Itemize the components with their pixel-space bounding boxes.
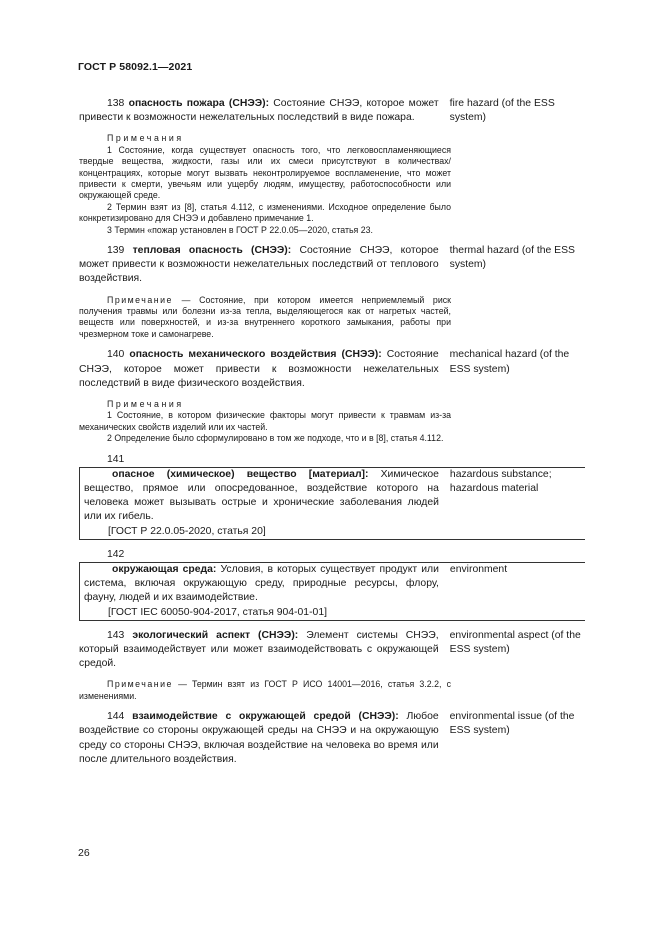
term-ru bbox=[79, 244, 439, 287]
term-title: окружающая среда: bbox=[112, 563, 217, 575]
term-definition: Условия, в которых существует продукт или система, включая окружающую среду, природные ресурсы, флору, фауну, людей и их взаимодействие. bbox=[84, 563, 439, 604]
note-item: 2 Определение было сформулировано в том же подходе, что и в [8], статья 4.112. bbox=[107, 433, 444, 444]
note-heading: Примечание bbox=[107, 294, 173, 305]
term-source: [ГОСТ IEC 60050-904-2017, статья 904-01-01] bbox=[108, 606, 327, 618]
term-ru bbox=[79, 468, 439, 539]
term-definition: Состояние СНЭЭ, которое может привести к возможности нежелательных последствий в виде физического воздействия. bbox=[79, 349, 439, 389]
term-number: 141 bbox=[107, 453, 125, 465]
term-en: environment bbox=[449, 563, 508, 575]
term-definition: Состояние СНЭЭ, которое может привести к возможности нежелательных последствий в виде пожара. bbox=[79, 98, 439, 124]
notes-heading: Примечания bbox=[107, 133, 184, 144]
term-entry-139 bbox=[79, 244, 585, 287]
term-entry-144 bbox=[79, 710, 585, 767]
note-item: 3 Термин «пожар установлен в ГОСТ Р 22.0.05—2020, статья 23. bbox=[107, 224, 373, 235]
term-title: взаимодействие с окружающей средой (СНЭЭ): bbox=[132, 711, 399, 723]
document-header: ГОСТ Р 58092.1—2021 bbox=[78, 61, 193, 73]
term-en: mechanical hazard (of the ESS system) bbox=[449, 349, 570, 375]
term-number: 139 bbox=[107, 245, 125, 257]
term-note-143 bbox=[79, 679, 451, 702]
term-notes-138 bbox=[79, 133, 451, 236]
note-text: — Термин взят из ГОСТ Р ИСО 14001—2016, статья 3.2.2, с изменениями. bbox=[79, 679, 451, 701]
term-ru bbox=[79, 710, 439, 767]
term-title: тепловая опасность (СНЭЭ): bbox=[132, 245, 292, 257]
term-entry-138 bbox=[79, 97, 585, 125]
term-entry-142 bbox=[79, 562, 585, 621]
term-ru bbox=[79, 97, 439, 125]
note-item: 1 Состояние, в котором физические факторы могут привести к травмам из-за механических свойств изделий или их частей. bbox=[79, 410, 451, 432]
term-source: [ГОСТ Р 22.0.05-2020, статья 20] bbox=[108, 525, 266, 537]
term-entry-140 bbox=[79, 348, 585, 391]
page-number: 26 bbox=[78, 847, 90, 859]
term-entry-143 bbox=[79, 629, 585, 672]
term-definition: Любое воздействие со стороны окружающей среды на СНЭЭ и на окружающую среду со стороны СНЭЭ, включая воздействие на человека во время или после длительного воздействия. bbox=[79, 711, 439, 765]
note-item: 1 Состояние, когда существует опасность того, что легковоспламеняющиеся твердые вещества, жидкости, газы или их смеси присутствуют в количествах/концентрациях, которые могут вызвать неконтролируемое воспламенение, что может привести к смерти, увечьям или ущербу людям, имуществу, работоспособности или окружающей среде. bbox=[79, 144, 451, 201]
term-ru bbox=[79, 348, 439, 391]
term-number: 143 bbox=[107, 629, 125, 641]
term-title: опасность механического воздействия (СНЭЭ): bbox=[129, 349, 382, 361]
term-definition: Элемент системы СНЭЭ, который взаимодействует или может взаимодействовать с окружающей средой. bbox=[79, 629, 439, 670]
term-entry-141 bbox=[79, 467, 585, 540]
note-text: — Состояние, при котором имеется неприемлемый риск получения травмы или болезни из-за тепла, выделяющегося как от нагретых частей, веществ или поверхностей, и из-за внутреннего короткого замыкания, работы при чрезмерном токе и самонагреве. bbox=[79, 294, 451, 339]
term-title: опасность пожара (СНЭЭ): bbox=[128, 98, 270, 109]
term-number: 144 bbox=[107, 711, 125, 723]
term-number: 142 bbox=[107, 548, 125, 560]
term-number: 138 bbox=[107, 98, 125, 109]
term-note-139 bbox=[79, 295, 451, 341]
term-en: fire hazard (of the ESS system) bbox=[449, 98, 555, 124]
term-title: опасное (химическое) вещество [материал]: bbox=[112, 468, 369, 480]
term-en: environmental issue (of the ESS system) bbox=[449, 711, 575, 737]
term-definition: Химическое вещество, прямое или опосредованное, воздействие которого на человека может вызывать острые и хронические заболевания людей или их гибель. bbox=[84, 468, 439, 523]
note-heading: Примечание bbox=[107, 679, 173, 690]
terms-list bbox=[79, 97, 585, 767]
term-en: hazardous substance; hazardous material bbox=[449, 468, 552, 494]
note-item: 2 Термин взят из [8], статья 4.112, с изменениями. Исходное определение было конкретизировано для СНЭЭ и добавлено примечание 1. bbox=[79, 201, 451, 224]
term-en: environmental aspect (of the ESS system) bbox=[449, 629, 581, 655]
term-ru bbox=[79, 563, 439, 620]
term-ru bbox=[79, 629, 439, 672]
term-definition: Состояние СНЭЭ, которое может привести к возможности нежелательных последствий от теплового воздействия. bbox=[79, 245, 439, 285]
term-number: 140 bbox=[107, 349, 125, 361]
term-notes-140 bbox=[79, 399, 451, 445]
term-title: экологический аспект (СНЭЭ): bbox=[132, 629, 299, 641]
term-en: thermal hazard (of the ESS system) bbox=[449, 245, 575, 271]
notes-heading: Примечания bbox=[107, 398, 184, 409]
